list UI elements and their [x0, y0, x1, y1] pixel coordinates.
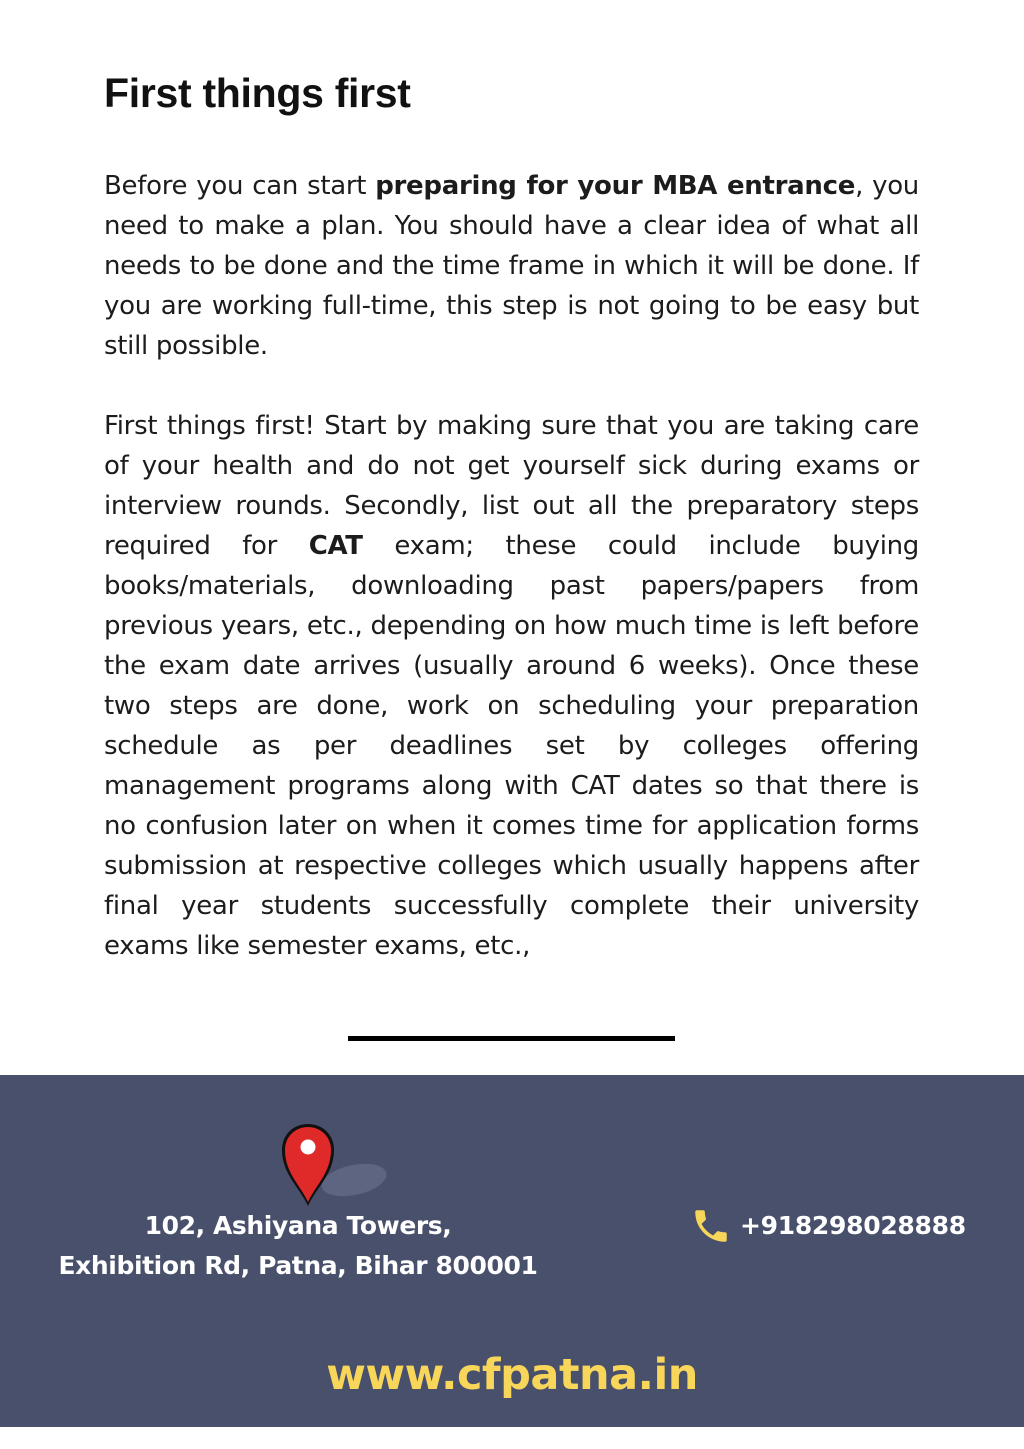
map-pin-icon — [272, 1118, 392, 1208]
para1-rest: , you need to make a plan. You should have a clear idea of what all needs to be done and the time frame in which it will be done. If you are working full-time, this step is not going to be easy but still possible. — [104, 171, 919, 361]
phone-number[interactable]: +918298028888 — [740, 1211, 966, 1240]
para2-rest: exam; these could include buying books/materials, downloading past papers/papers from previous years, etc., depending on how much time is left before the exam date arrives (usually around 6 weeks). Once these two steps are done, work on scheduling your preparation schedule as per deadlines set by colleges offering management programs along with CAT dates so that there is no confusion later on when it comes time for application forms submission at respective colleges which usually happens after final year students successfully complete their university exams like semester exams, etc., — [104, 531, 919, 961]
address-line-2: Exhibition Rd, Patna, Bihar 800001 — [58, 1251, 538, 1280]
para1-lead: Before you can start — [104, 171, 376, 201]
page-title: First things first — [104, 70, 411, 116]
para2-lead: First things first! Start by making sure that you are taking care of your health and do not get yourself sick during exams or interview rounds. Secondly, list out all the preparatory steps required for — [104, 411, 919, 561]
intro-paragraph — [104, 166, 919, 366]
body-paragraph — [104, 406, 919, 966]
website-link[interactable]: www.cfpatna.in — [326, 1350, 698, 1400]
section-divider — [348, 1036, 675, 1041]
para1-bold: preparing for your MBA entrance — [375, 171, 856, 201]
address-block — [38, 1206, 558, 1286]
address-line-1: 102, Ashiyana Towers, — [144, 1211, 452, 1240]
para2-bold: CAT — [308, 531, 363, 561]
phone-icon — [690, 1205, 732, 1247]
